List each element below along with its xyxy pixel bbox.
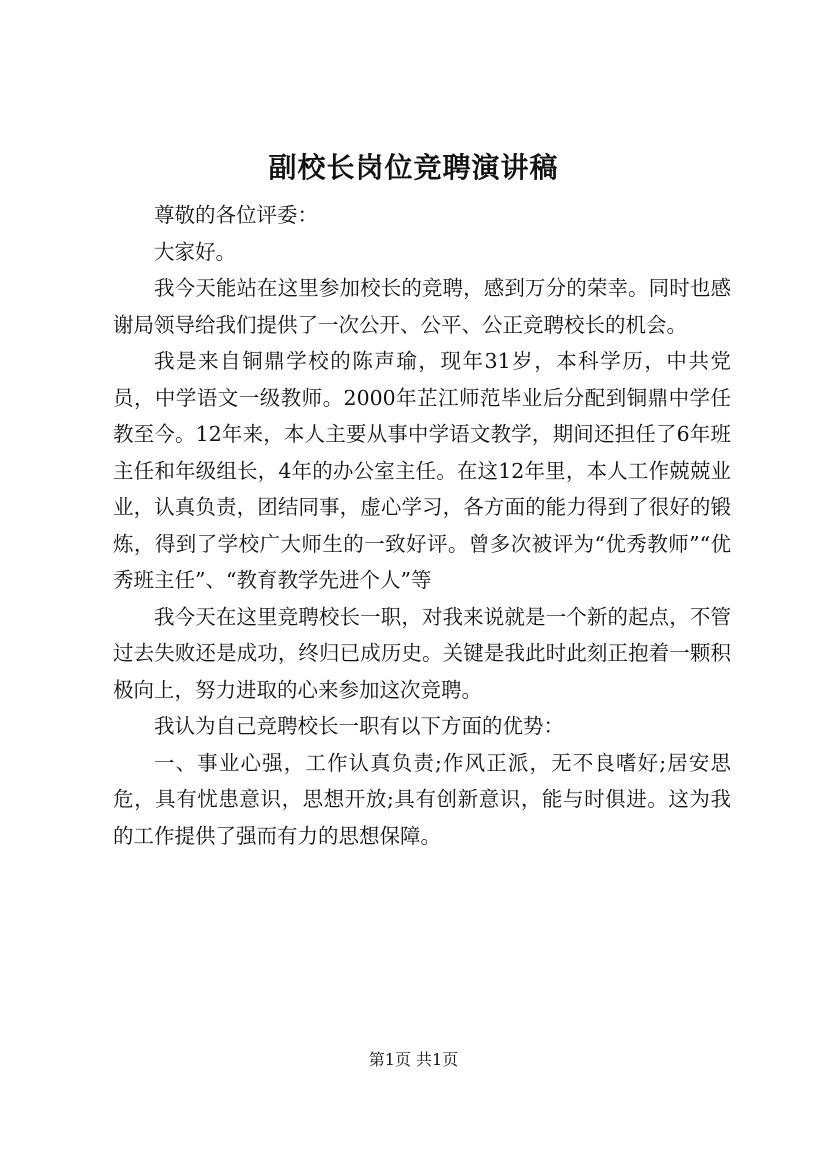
page-footer bbox=[0, 1048, 827, 1072]
paragraph-advantage-one: 一、事业心强，工作认真负责;作风正派，无不良嗜好;居安思危，具有忧患意识，思想开放;具有创新意识，能与时俱进。这为我的工作提供了强而有力的思想保障。 bbox=[113, 750, 731, 848]
document-title: 副校长岗位竞聘演讲稿 bbox=[268, 151, 559, 184]
page-number-label: 第1页 共1页 bbox=[368, 1050, 459, 1069]
paragraph-advantages-lead: 我认为自己竞聘校长一职有以下方面的优势： bbox=[154, 714, 564, 738]
document-body bbox=[113, 197, 731, 854]
paragraph-intro: 我今天能站在这里参加校长的竞聘，感到万分的荣幸。同时也感谢局领导给我们提供了一次公开、公平、公正竞聘校长的机会。 bbox=[113, 276, 731, 337]
paragraph-background: 我是来自铜鼎学校的陈声瑜，现年31岁，本科学历，中共党员，中学语文一级教师。2000年芷江师范毕业后分配到铜鼎中学任教至今。12年来，本人主要从事中学语文教学，期间还担任了6年班主任和年级组长，4年的办公室主任。在这12年里，本人工作兢兢业业，认真负责，团结同事，虚心学习，各方面的能力得到了很好的锻炼，得到了学校广大师生的一致好评。曾多次被评为“优秀教师”“优秀班主任”、“教育教学先进个人”等 bbox=[113, 349, 731, 592]
paragraph-greeting: 大家好。 bbox=[154, 239, 236, 264]
paragraph-motivation: 我今天在这里竞聘校长一职，对我来说就是一个新的起点，不管过去失败还是成功，终归已成历史。关键是我此时此刻正抱着一颗积极向上，努力进取的心来参加这次竞聘。 bbox=[113, 604, 731, 702]
paragraph-salutation: 尊敬的各位评委： bbox=[154, 203, 318, 227]
